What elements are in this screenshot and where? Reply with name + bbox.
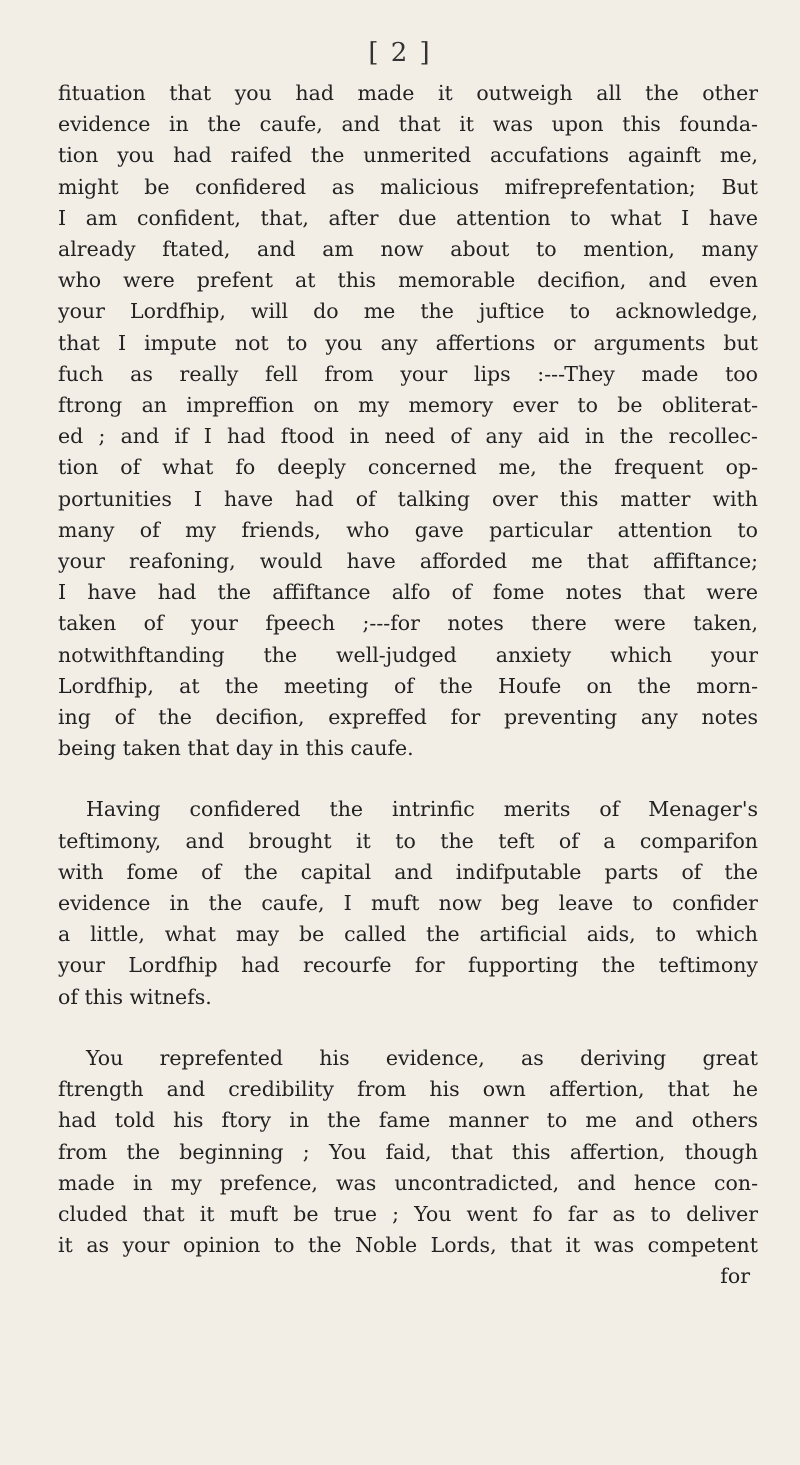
text-line: your Lordfhip, will do me the juftice to acknowledge, [58,299,758,324]
text-line: with fome of the capital and indifputable parts of the [58,859,758,884]
text-line: ing of the decifion, expreffed for preventing any notes [58,705,758,730]
text-line: You reprefented his evidence, as deriving great [86,1045,758,1070]
text-line: that I impute not to you any affertions or arguments but [58,330,758,355]
text-line: teftimony, and brought it to the teft of a comparifon [58,828,758,853]
text-line: evidence in the caufe, and that it was upon this founda- [58,112,758,137]
text-line: from the beginning ; You faid, that this affertion, though [58,1139,758,1164]
paragraph-gap [58,1013,758,1043]
text-line: of this witnefs. [58,984,212,1009]
text-line: ed ; and if I had ftood in need of any aid in the recollec- [58,424,758,449]
text-line: taken of your fpeech ;---for notes there were taken, [58,611,758,636]
text-line: many of my friends, who gave particular attention to [58,517,758,542]
text-line: fituation that you had made it outweigh all the other [58,81,758,105]
text-line: evidence in the caufe, I muft now beg leave to confider [58,891,758,916]
text-line: a little, what may be called the artificial aids, to which [58,922,758,947]
text-line: I have had the affiftance alfo of fome notes that were [58,580,758,605]
text-line: fuch as really fell from your lips :---They made too [58,361,758,386]
page-number: [ 2 ] [368,38,432,68]
text-line: ftrength and credibility from his own affertion, that he [58,1077,758,1102]
text-line: it as your opinion to the Noble Lords, that it was competent [58,1233,758,1258]
paragraph-gap [58,764,758,794]
text-line: Having confidered the intrinfic merits of Menager's [86,797,758,822]
text-line: tion of what fo deeply concerned me, the frequent op- [58,455,758,480]
text-line: made in my prefence, was uncontradicted, and hence con- [58,1170,758,1195]
text-line: your reafoning, would have afforded me that affiftance; [58,549,758,574]
text-line: tion you had raifed the unmerited accufations againft me, [58,143,758,168]
catchword: for [720,1264,750,1289]
text-line: notwithftanding the well-judged anxiety which your [58,642,758,667]
text-line: might be confidered as malicious mifreprefentation; But [58,174,758,199]
paragraph-3 [58,1043,758,1261]
text-line: who were prefent at this memorable decifion, and even [58,268,758,293]
text-line: ftrong an impreffion on my memory ever to be obliterat- [58,393,758,418]
text-line: portunities I have had of talking over this matter with [58,486,758,511]
text-line: cluded that it muft be true ; You went fo far as to deliver [58,1201,758,1226]
text-line: being taken that day in this caufe. [58,736,414,761]
text-line: I am confident, that, after due attention to what I have [58,205,758,230]
paragraph-1 [58,78,758,764]
paragraph-2 [58,794,758,1012]
text-line: had told his ftory in the fame manner to me and others [58,1108,758,1133]
text-line: your Lordfhip had recourfe for fupporting the teftimony [58,953,758,978]
body-text [58,78,758,1293]
text-line: already ftated, and am now about to mention, many [58,237,758,262]
text-line: Lordfhip, at the meeting of the Houfe on the morn- [58,673,758,698]
